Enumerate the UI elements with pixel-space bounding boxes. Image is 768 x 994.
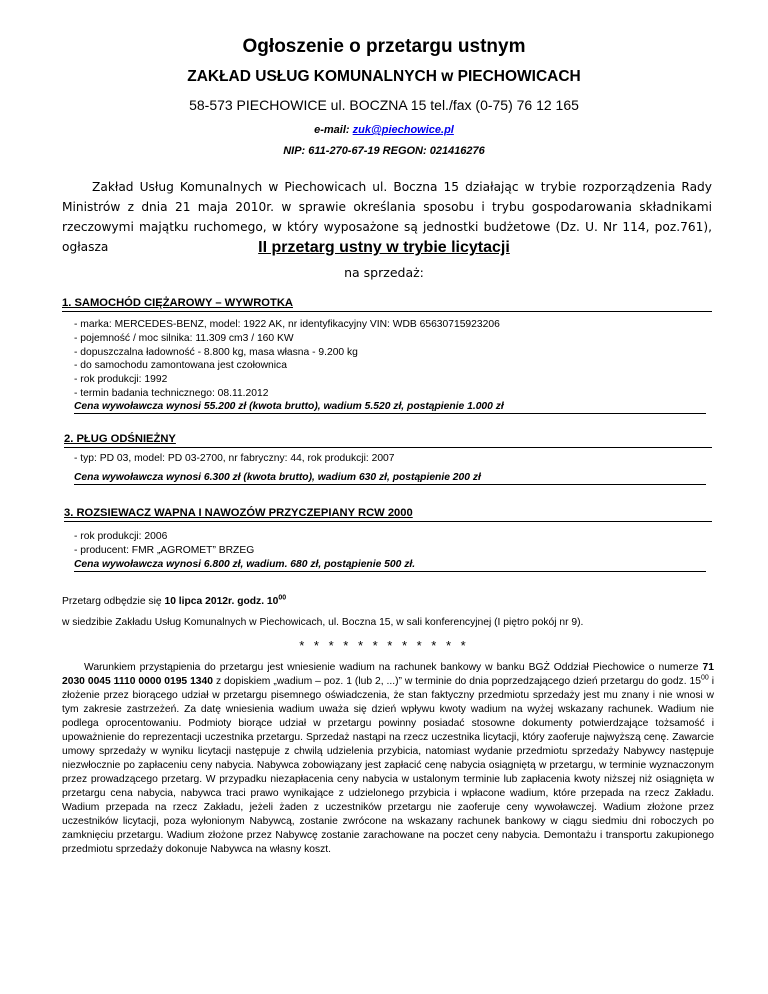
- bank-account-number: 71 2030 0045 1110 0000 0195 1340: [62, 662, 714, 687]
- spec-line: - marka: MERCEDES-BENZ, model: 1922 AK, nr identyfikacyjny VIN: WDB 65630715923206: [74, 319, 500, 330]
- spec-line: - producent: FMR „AGROMET” BRZEG: [74, 544, 255, 556]
- company-name: ZAKŁAD USŁUG KOMUNALNYCH w PIECHOWICACH: [187, 68, 581, 85]
- meeting-place: w siedzibie Zakładu Usług Komunalnych w Piechowicach, ul. Boczna 15, w sali konferencyjnej (I piętro pokój nr 9).: [62, 617, 584, 628]
- item-1-specs: [74, 318, 714, 401]
- item-2-specs: [74, 452, 714, 466]
- item-1-price: Cena wywoławcza wynosi 55.200 zł (kwota brutto), wadium 5.520 zł, postąpienie 1.000 zł: [74, 401, 706, 414]
- item-1-title: 1. SAMOCHÓD CIĘŻAROWY – WYWROTKA: [62, 297, 294, 309]
- intro-paragraph: Zakład Usług Komunalnych w Piechowicach ul. Boczna 15 działając w trybie rozporządzenia Rady Ministrów z dnia 21 maja 2010r. w sprawie określania sposobu i trybu gospodarowania składnikami rzeczowymi majątku ruchomego, w który wyposażone są jednostki budżetowe (Dz. U. Nr 114, poz.761), ogłasza: [62, 180, 712, 254]
- spec-line: - pojemność / moc silnika: 11.309 cm3 / 160 KW: [74, 332, 294, 344]
- meeting-date: 10 lipca 2012r. godz. $10^{00}$: [164, 594, 287, 607]
- item-2-title: 2. PŁUG ODŚNIEŻNY: [64, 433, 176, 445]
- document-title: Ogłoszenie o przetargu ustnym: [242, 36, 526, 57]
- email-label: e-mail:: [314, 124, 350, 136]
- spec-line: - dopuszczalna ładowność - 8.800 kg, masa własna - 9.200 kg: [74, 346, 358, 358]
- spec-line: - typ: PD 03, model: PD 03-2700, nr fabryczny: 44, rok produkcji: 2007: [74, 453, 395, 464]
- item-1-rule: [62, 311, 712, 312]
- separator-stars: * * * * * * * * * * * *: [299, 638, 469, 653]
- meeting-prefix: Przetarg odbędzie się: [62, 596, 162, 607]
- terms-paragraph: Warunkiem przystąpienia do przetargu jest wniesienie wadium na rachunek bankowy w banku BGŻ Oddział Piechowice o numerze 71 2030 0045 1110 0000 0195 1340 z dopiskiem „wadium – poz. 1 (lub 2, ...)” w terminie do dnia poprzedzającego dzień przetargu do godz. $15^{00}$ i złożenie przez biorącego udział w przetargu pisemnego oświadczenia, że stan faktyczny przedmiotu sprzedaży jest mu znany i nie wnosi w tym zakresie zastrzeżeń. Za datę wniesienia wadium uważa się dzień wpływu kwoty wadium na wyżej wskazany rachunek. Wadium nie podlega oprocentowaniu. Podmioty biorące udział w przetargu powinny posiadać stosowne dokumenty potwierdzające tożsamość i upoważnienie do reprezentacji uczestnika przetargu. Sprzedaż nastąpi na rzecz uczestnika licytacji, który zaoferuje najwyższą cenę. Zawarcie umowy sprzedaży w wyniku licytacji następuje z chwilą udzielenia przybicia, natomiast wydanie przedmiotu sprzedaży Nabywcy następuje niezwłocznie po zapłaceniu ceny nabycia. Nabywca zobowiązany jest zapłacić cenę nabycia osiągniętą w przetargu, w terminie wyznaczonym przez prowadzącego przetarg. W przypadku niezapłacenia ceny nabycia w ustalonym terminie lub zapłacenia kwoty niższej niż osiągnięta w przetargu cena nabycia, nabywca traci prawo wynikające z udzielonego przybicia i wpłacone wadium, które przepada na rzecz Zakładu. Wadium przepada na rzecz Zakładu, jeżeli żaden z uczestników przetargu nie zaoferuje ceny wywoławczej. Wadium złożone przez uczestników licytacji, poza wyłonionym Nabywcą, zostanie zwrócone na wskazany rachunek bankowy w ciągu siedmiu dni roboczych po zamknięciu przetargu. Wadium złożone przez Nabywcę zostanie zarachowane na poczet ceny nabycia. Demontażu i transportu zakupionego przedmiotu sprzedaży dokonuje Nabywca na własny koszt.: [62, 662, 714, 855]
- spec-line: - rok produkcji: 2006: [74, 531, 168, 542]
- meeting-date-line: [62, 596, 712, 607]
- auction-heading: II przetarg ustny w trybie licytacji: [258, 239, 510, 256]
- auction-subheading: na sprzedaż:: [344, 265, 424, 280]
- item-3-rule: [64, 521, 712, 522]
- item-3-price: Cena wywoławcza wynosi 6.800 zł, wadium. 680 zł, postąpienie 500 zł.: [74, 559, 706, 572]
- item-2-rule: [64, 447, 712, 448]
- company-address: 58-573 PIECHOWICE ul. BOCZNA 15 tel./fax (0-75) 76 12 165: [189, 97, 579, 113]
- spec-line: - rok produkcji: 1992: [74, 374, 168, 386]
- item-3-specs: [74, 530, 714, 558]
- item-3-title: 3. ROZSIEWACZ WAPNA I NAWOZÓW PRZYCZEPIANY RCW 2000: [64, 507, 413, 519]
- email-link[interactable]: zuk@piechowice.pl: [352, 124, 454, 136]
- spec-line: - do samochodu zamontowana jest czołownica: [74, 360, 287, 372]
- email-line: [0, 124, 768, 136]
- item-2-price: Cena wywoławcza wynosi 6.300 zł (kwota brutto), wadium 630 zł, postąpienie 200 zł: [74, 472, 706, 485]
- nip-regon: NIP: 611-270-67-19 REGON: 021416276: [283, 145, 485, 157]
- spec-line: - termin badania technicznego: 08.11.2012: [74, 387, 269, 399]
